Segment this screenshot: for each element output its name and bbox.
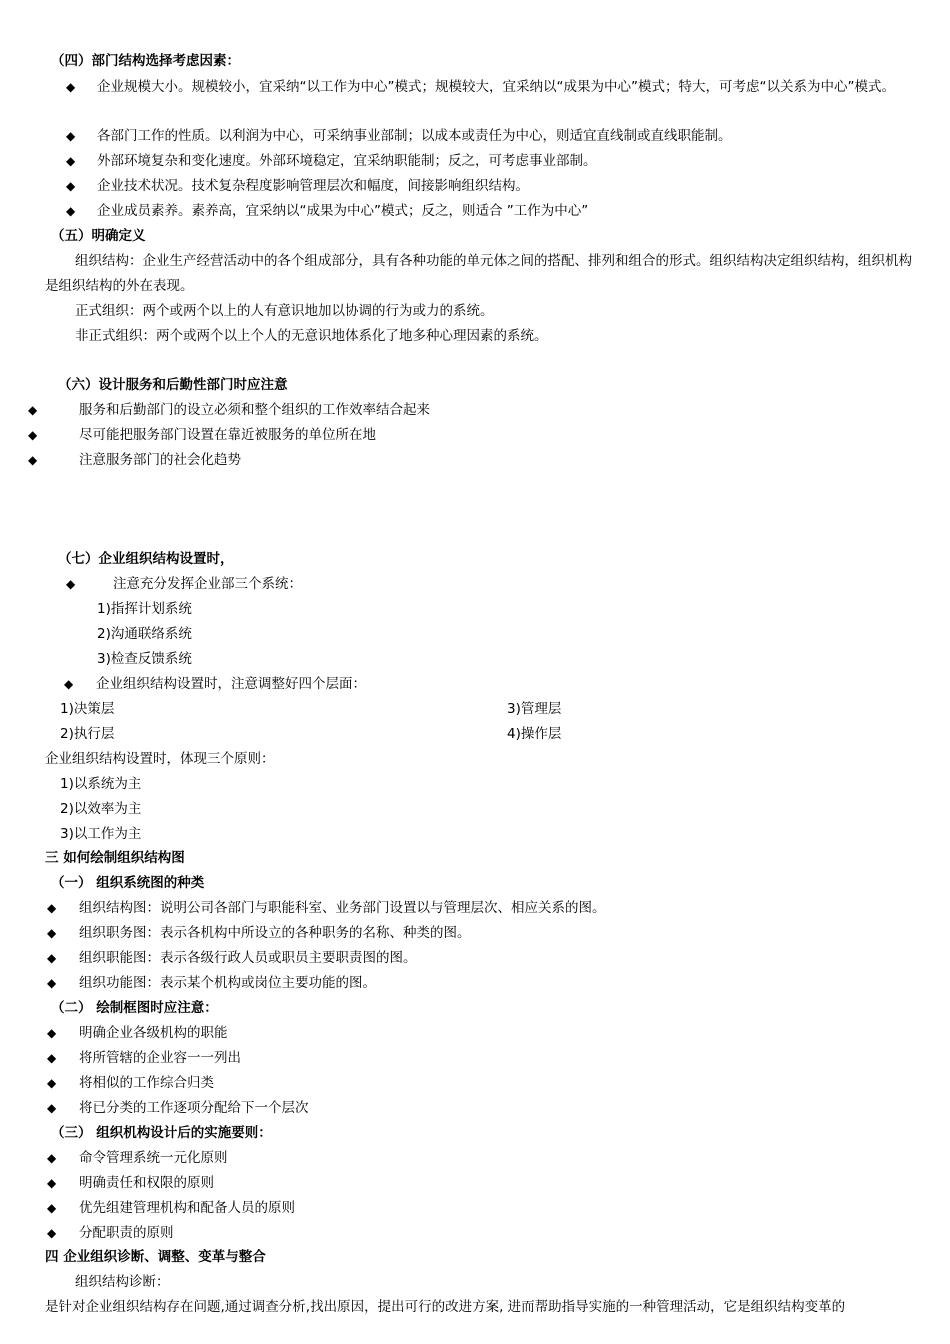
diamond-bullet-icon: ◆: [47, 901, 57, 915]
sub2-item-2: 将所管辖的企业容一一列出: [79, 1050, 241, 1066]
diamond-bullet-icon: ◆: [66, 80, 76, 94]
diamond-bullet-icon: ◆: [66, 204, 76, 218]
s5-definition-formal: 正式组织：两个或两个以上的人有意识地加以协调的行为或力的系统。: [75, 303, 494, 319]
diamond-bullet-icon: ◆: [47, 1201, 57, 1215]
sub1-item-4: 组织功能图：表示某个机构或岗位主要功能的图。: [79, 975, 376, 991]
part-3-sub1-heading: （一） 组织系统图的种类: [51, 875, 205, 891]
s4-item-2: 各部门工作的性质。以利润为中心，可采纳事业部制；以成本或责任为中心，则适宜直线制或直线职能制。: [97, 128, 732, 144]
diamond-bullet-icon: ◆: [47, 1026, 57, 1040]
diamond-bullet-icon: ◆: [28, 453, 38, 467]
s4-item-1: 企业规模大小。规模较小，宜采纳“以工作为中心”模式；规模较大，宜采纳以“成果为中心”模式；特大，可考虑“以关系为中心”模式。: [97, 79, 895, 95]
part-3-sub3-heading: （三） 组织机构设计后的实施要则：: [51, 1125, 272, 1141]
sub2-item-3: 将相似的工作综合归类: [79, 1075, 214, 1091]
s7-layer-4: 4)操作层: [507, 726, 562, 742]
s7-system-2: 2)沟通联络系统: [97, 626, 192, 642]
diamond-bullet-icon: ◆: [47, 926, 57, 940]
section-6-heading: （六）设计服务和后勤性部门时应注意: [58, 377, 288, 393]
diamond-bullet-icon: ◆: [66, 129, 76, 143]
s6-item-2: 尽可能把服务部门设置在靠近被服务的单位所在地: [79, 427, 376, 443]
s7-system-3: 3)检查反馈系统: [97, 651, 192, 667]
sub3-item-2: 明确责任和权限的原则: [79, 1175, 214, 1191]
diamond-bullet-icon: ◆: [47, 1101, 57, 1115]
s4-item-3: 外部环境复杂和变化速度。外部环境稳定，宜采纳职能制；反之，可考虑事业部制。: [97, 153, 597, 169]
diamond-bullet-icon: ◆: [47, 1226, 57, 1240]
diagnosis-text: 是针对企业组织结构存在问题,通过调查分析,找出原因，提出可行的改进方案, 进而帮助指导实施的一种管理活动，它是组织结构变革的: [45, 1299, 846, 1315]
s7-layer-1: 1)决策层: [60, 701, 115, 717]
section-5-heading: （五）明确定义: [51, 228, 146, 244]
s7-principle-3: 3)以工作为主: [60, 826, 142, 842]
section-4-heading: （四）部门结构选择考虑因素：: [51, 53, 240, 69]
diamond-bullet-icon: ◆: [28, 403, 38, 417]
diamond-bullet-icon: ◆: [64, 677, 74, 691]
s7-bullet-systems: 注意充分发挥企业部三个系统：: [113, 576, 302, 592]
sub2-item-4: 将已分类的工作逐项分配给下一个层次: [79, 1100, 309, 1116]
sub1-item-2: 组织职务图：表示各机构中所设立的各种职务的名称、种类的图。: [79, 925, 471, 941]
diamond-bullet-icon: ◆: [28, 428, 38, 442]
s7-principles-intro: 企业组织结构设置时，体现三个原则：: [45, 751, 275, 767]
s4-item-5: 企业成员素养。素养高，宜采纳以“成果为中心”模式；反之，则适合 ”工作为中心”: [97, 203, 589, 219]
s7-system-1: 1)指挥计划系统: [97, 601, 192, 617]
diagnosis-label: 组织结构诊断：: [75, 1274, 170, 1290]
sub1-item-3: 组织职能图：表示各级行政人员或职员主要职责图的图。: [79, 950, 417, 966]
diamond-bullet-icon: ◆: [47, 1176, 57, 1190]
s7-bullet-layers: 企业组织结构设置时，注意调整好四个层面：: [96, 676, 366, 692]
part-4-heading: 四 企业组织诊断、调整、变革与整合: [45, 1249, 266, 1265]
s7-layer-3: 3)管理层: [507, 701, 562, 717]
part-3-sub2-heading: （二） 绘制框图时应注意：: [51, 1000, 218, 1016]
sub1-item-1: 组织结构图：说明公司各部门与职能科室、业务部门设置以与管理层次、相应关系的图。: [79, 900, 606, 916]
s5-definition-structure: 组织结构：企业生产经营活动中的各个组成部分，具有各种功能的单元体之间的搭配、排列和组合的形式。组织结构决定组织结构，组织机构是组织结构的外在表现。: [45, 253, 912, 294]
sub2-item-1: 明确企业各级机构的职能: [79, 1025, 228, 1041]
diamond-bullet-icon: ◆: [47, 976, 57, 990]
s7-principle-1: 1)以系统为主: [60, 776, 142, 792]
sub3-item-1: 命令管理系统一元化原则: [79, 1150, 228, 1166]
s7-principle-2: 2)以效率为主: [60, 801, 142, 817]
diamond-bullet-icon: ◆: [47, 951, 57, 965]
s7-layer-2: 2)执行层: [60, 726, 115, 742]
s6-item-1: 服务和后勤部门的设立必须和整个组织的工作效率结合起来: [79, 402, 430, 418]
diamond-bullet-icon: ◆: [47, 1151, 57, 1165]
s4-item-4: 企业技术状况。技术复杂程度影响管理层次和幅度，间接影响组织结构。: [97, 178, 529, 194]
diamond-bullet-icon: ◆: [66, 154, 76, 168]
s6-item-3: 注意服务部门的社会化趋势: [79, 452, 241, 468]
part-3-heading: 三 如何绘制组织结构图: [45, 850, 185, 866]
sub3-item-4: 分配职责的原则: [79, 1225, 174, 1241]
diamond-bullet-icon: ◆: [47, 1051, 57, 1065]
diamond-bullet-icon: ◆: [66, 577, 76, 591]
section-7-heading: （七）企业组织结构设置时，: [58, 551, 234, 567]
diamond-bullet-icon: ◆: [47, 1076, 57, 1090]
sub3-item-3: 优先组建管理机构和配备人员的原则: [79, 1200, 295, 1216]
s5-definition-informal: 非正式组织：两个或两个以上个人的无意识地体系化了地多种心理因素的系统。: [75, 328, 548, 344]
diamond-bullet-icon: ◆: [66, 179, 76, 193]
